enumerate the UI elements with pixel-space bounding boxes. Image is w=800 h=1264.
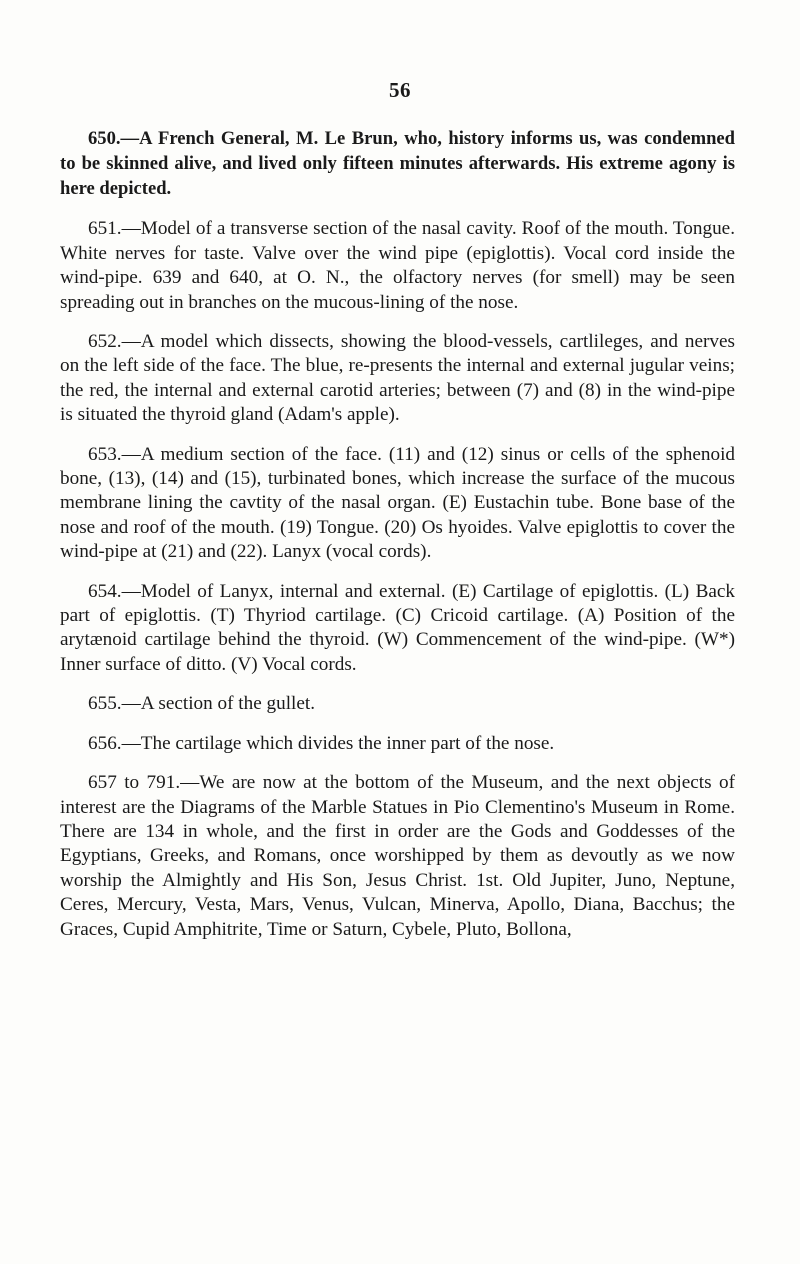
entry-652: 652.—A model which dissects, showing the blood-vessels, cartlileges, and nerves on the left side of the face. The blue, re-presents the internal and external jugular veins; the red, the internal and external carotid arteries; between (7) and (8) in the wind-pipe is situated the thyroid gland (Adam's apple).: [60, 331, 735, 426]
entry-654: 654.—Model of Lanyx, internal and external. (E) Cartilage of epiglottis. (L) Back part of epiglottis. (T) Thyriod cartilage. (C) Cricoid cartilage. (A) Position of the arytænoid cartilage behind the thyroid. (W) Commencement of the wind-pipe. (W*) Inner surface of ditto. (V) Vocal cords.: [60, 580, 735, 675]
entry-650: 650.—A French General, M. Le Brun, who, history informs us, was condemned to be skinned alive, and lived only fifteen minutes afterwards. His extreme agony is here depicted.: [60, 128, 735, 199]
page-number: 56: [389, 78, 411, 102]
entry-651: 651.—Model of a transverse section of the nasal cavity. Roof of the mouth. Tongue. White nerves for taste. Valve over the wind pipe (epiglottis). Vocal cord inside the wind-pipe. 639 and 640, at O. N., the olfactory nerves (for smell) may be seen spreading out in branches on the mucous-lining of the nose.: [60, 218, 735, 313]
entry-655: 655.—A section of the gullet.: [88, 693, 316, 715]
entry-657-791: 657 to 791.—We are now at the bottom of the Museum, and the next objects of interest are the Diagrams of the Marble Statues in Pio Clementino's Museum in Rome. There are 134 in whole, and the first in order are the Gods and Goddesses of the Egyptians, Greeks, and Romans, once worshipped by them as devoutly as we now worship the Almightly and His Son, Jesus Christ. 1st. Old Jupiter, Juno, Neptune, Ceres, Mercury, Vesta, Mars, Venus, Vulcan, Minerva, Apollo, Diana, Bacchus; the Graces, Cupid Amphitrite, Time or Saturn, Cybele, Pluto, Bollona,: [60, 772, 735, 940]
catalogue-text: [60, 127, 735, 957]
entry-656: 656.—The cartilage which divides the inner part of the nose.: [88, 732, 555, 754]
entry-653: 653.—A medium section of the face. (11) and (12) sinus or cells of the sphenoid bone, (13), (14) and (15), turbinated bones, which increase the surface of the mucous membrane lining the cavtity of the nasal organ. (E) Eustachin tube. Bone base of the nose and roof of the mouth. (19) Tongue. (20) Os hyoides. Valve epiglottis to cover the wind-pipe at (21) and (22). Lanyx (vocal cords).: [60, 443, 735, 563]
